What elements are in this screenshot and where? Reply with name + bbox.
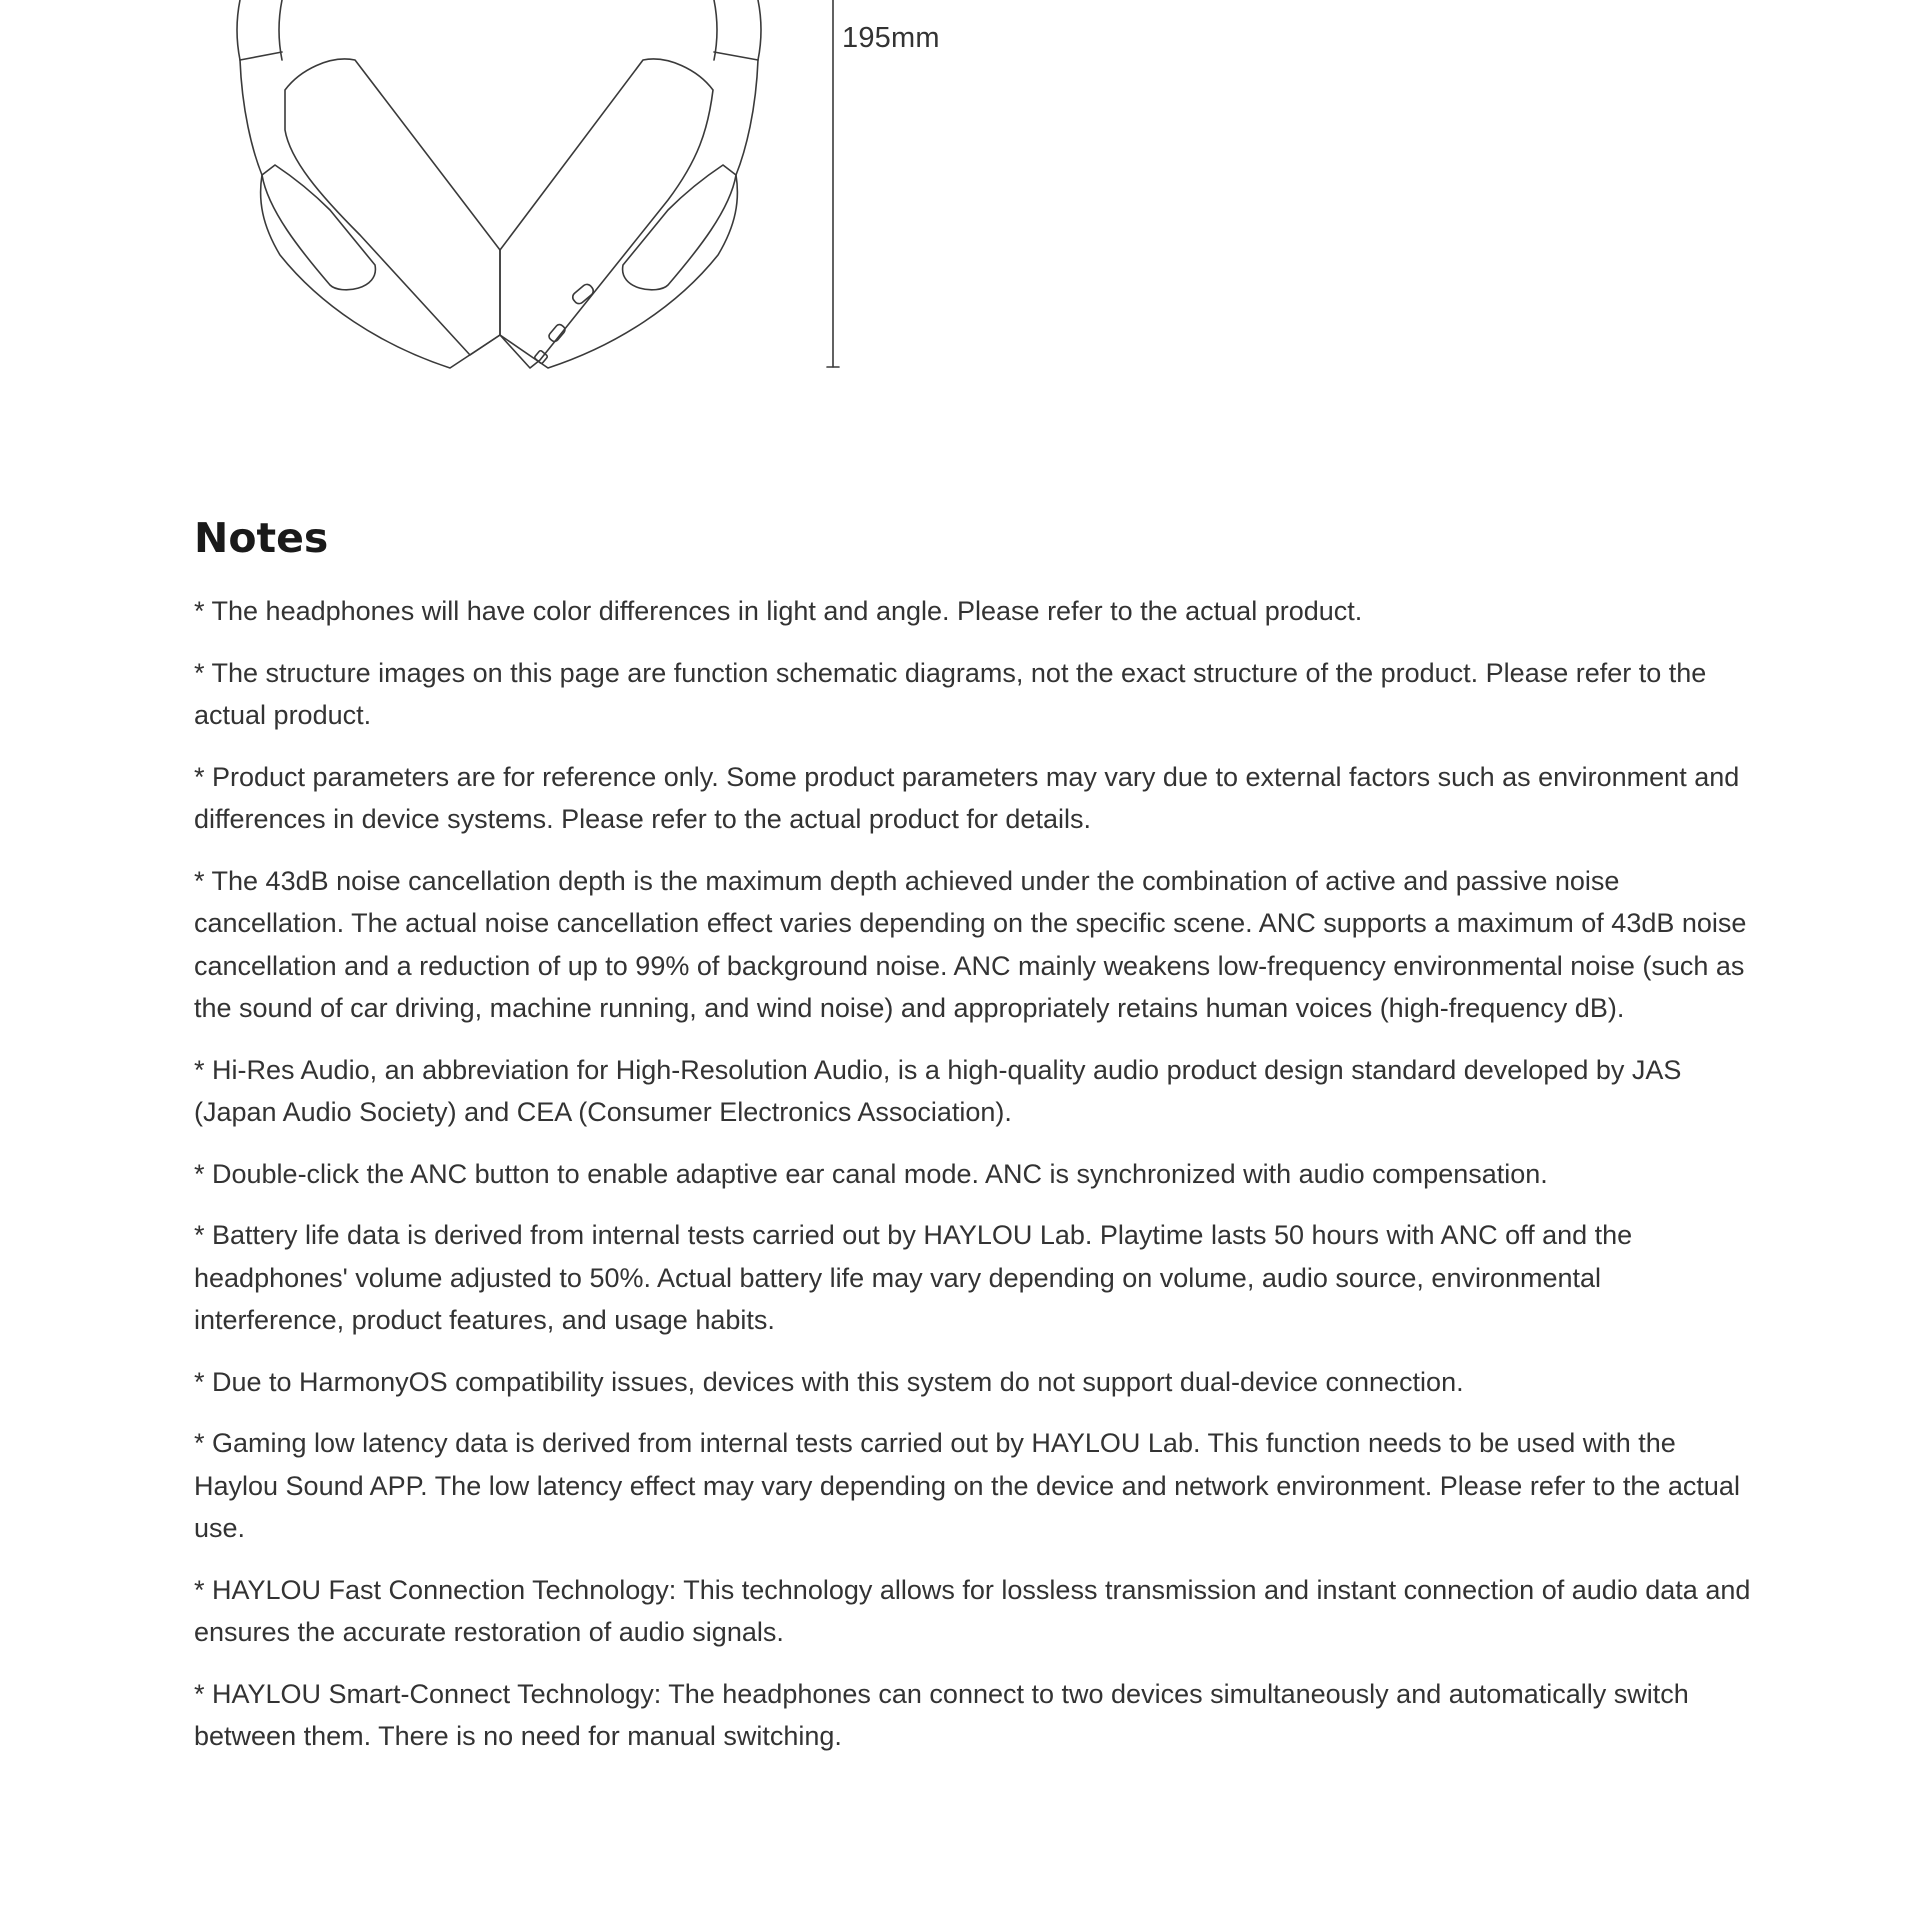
- notes-section: [194, 510, 1754, 1777]
- headphone-dimension-diagram: [0, 0, 1907, 420]
- headphone-line-drawing: [0, 0, 1000, 400]
- note-item: * Product parameters are for reference only. Some product parameters may vary due to external factors such as environment and differences in device systems. Please refer to the actual product for details.: [194, 761, 1740, 834]
- note-item: * HAYLOU Smart-Connect Technology: The headphones can connect to two devices simultaneously and automatically switch between them. There is no need for manual switching.: [194, 1678, 1689, 1751]
- note-item: * HAYLOU Fast Connection Technology: This technology allows for lossless transmission and instant connection of audio data and ensures the accurate restoration of audio signals.: [194, 1574, 1751, 1647]
- notes-title: Notes: [194, 514, 329, 562]
- note-item: * Hi-Res Audio, an abbreviation for High-Resolution Audio, is a high-quality audio product design standard developed by JAS (Japan Audio Society) and CEA (Consumer Electronics Association).: [194, 1054, 1682, 1127]
- note-item: * Gaming low latency data is derived from internal tests carried out by HAYLOU Lab. This function needs to be used with the Haylou Sound APP. The low latency effect may vary depending on the device and network environment. Please refer to the actual use.: [194, 1428, 1740, 1543]
- note-item: * Double-click the ANC button to enable adaptive ear canal mode. ANC is synchronized with audio compensation.: [194, 1158, 1548, 1189]
- note-item: * Due to HarmonyOS compatibility issues, devices with this system do not support dual-device connection.: [194, 1366, 1464, 1397]
- note-item: * The headphones will have color differences in light and angle. Please refer to the actual product.: [194, 596, 1363, 626]
- note-item: * The 43dB noise cancellation depth is the maximum depth achieved under the combination of active and passive noise cancellation. The actual noise cancellation effect varies depending on the specific scene. ANC supports a maximum of 43dB noise cancellation and a reduction of up to 99% of background noise. ANC mainly weakens low-frequency environmental noise (such as the sound of car driving, machine running, and wind noise) and appropriately retains human voices (high-frequency dB).: [194, 865, 1747, 1023]
- note-item: * The structure images on this page are function schematic diagrams, not the exact structure of the product. Please refer to the actual product.: [194, 657, 1707, 730]
- note-item: * Battery life data is derived from internal tests carried out by HAYLOU Lab. Playtime lasts 50 hours with ANC off and the headphones' volume adjusted to 50%. Actual battery life may vary depending on volume, audio source, environmental interference, product features, and usage habits.: [194, 1220, 1633, 1335]
- height-dimension-label: 195mm: [842, 22, 940, 54]
